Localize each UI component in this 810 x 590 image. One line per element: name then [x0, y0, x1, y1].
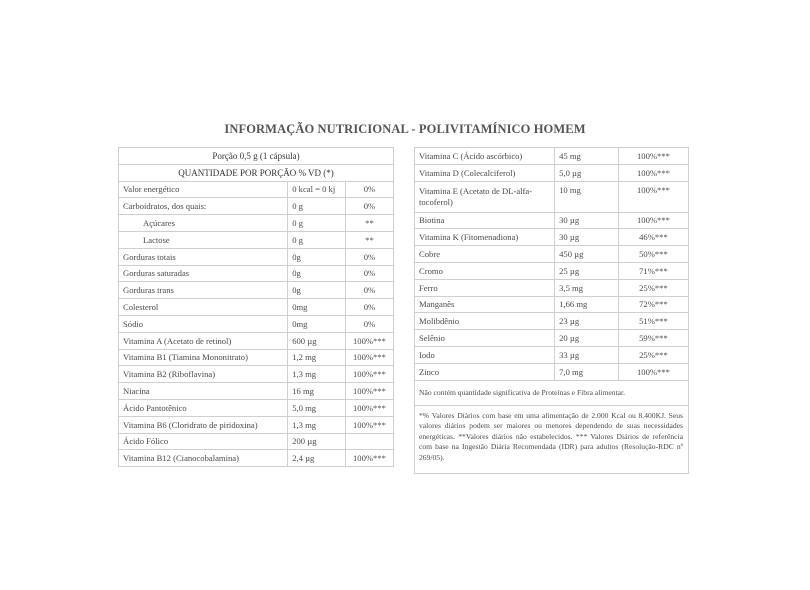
table-row: Vitamina B12 (Cianocobalamina) 2,4 µg 100%*** — [119, 450, 394, 467]
quantity-header: QUANTIDADE POR PORÇÃO % VD (*) — [119, 164, 394, 181]
table-row: Vitamina B6 (Cloridrato de piridoxina) 1,3 mg 100%*** — [119, 416, 394, 433]
table-row: Vitamina B1 (Tiamina Mononitrato) 1,2 mg 100%*** — [119, 349, 394, 366]
table-row: Vitamina C (Ácido ascórbico) 45 mg 100%*** — [415, 148, 689, 165]
daily-values-footnote: *% Valores Diários com base em uma alimentação de 2.000 Kcal ou 8.400KJ. Seus valores diários podem ser maiores ou menores dependendo de suas necessidades energéticas. **Valores diários não estabelecidos. *** Valores Diários de referência com base na Ingestão Diária Recomendada (IDR) para adultos (Resolução-RDC nº 269/05). — [415, 405, 689, 473]
table-row: Ferro 3,5 mg 25%*** — [415, 279, 689, 296]
table-row: Carboidratos, dos quais: 0 g 0% — [119, 198, 394, 215]
table-row: Lactose 0 g ** — [119, 231, 394, 248]
table-row: Selênio 20 µg 59%*** — [415, 330, 689, 347]
table-row: Cromo 25 µg 71%*** — [415, 262, 689, 279]
table-row: Vitamina K (Fitomenadiona) 30 µg 46%*** — [415, 229, 689, 246]
table-row: Zinco 7,0 mg 100%*** — [415, 363, 689, 380]
table-row: Valor energético 0 kcal = 0 kj 0% — [119, 181, 394, 198]
table-row: Sódio 0mg 0% — [119, 315, 394, 332]
table-row: Molibdênio 23 µg 51%*** — [415, 313, 689, 330]
table-row: Colesterol 0mg 0% — [119, 299, 394, 316]
table-row: Ácido Fólico 200 µg — [119, 433, 394, 450]
table-row: Iodo 33 µg 25%*** — [415, 346, 689, 363]
table-row: Manganês 1,66 mg 72%*** — [415, 296, 689, 313]
table-row: Vitamina A (Acetato de retinol) 600 µg 100%*** — [119, 332, 394, 349]
table-row: Vitamina D (Colecalciferol) 5,0 µg 100%*** — [415, 164, 689, 181]
portion-header: Porção 0,5 g (1 cápsula) — [119, 148, 394, 165]
table-row: Gorduras saturadas 0g 0% — [119, 265, 394, 282]
table-row: Vitamina B2 (Riboflavina) 1,3 mg 100%*** — [119, 366, 394, 383]
table-row: Açúcares 0 g ** — [119, 215, 394, 232]
table-row: Gorduras totais 0g 0% — [119, 248, 394, 265]
page-title: INFORMAÇÃO NUTRICIONAL - POLIVITAMÍNICO HOMEM — [224, 122, 586, 136]
table-row: Vitamina E (Acetato de DL-alfa-tocoferol) 10 mg 100%*** — [415, 181, 689, 212]
table-row: Ácido Pantotênico 5,0 mg 100%*** — [119, 399, 394, 416]
table-row: Biotina 30 µg 100%*** — [415, 212, 689, 229]
table-row: Gorduras trans 0g 0% — [119, 282, 394, 299]
table-row: Cobre 450 µg 50%*** — [415, 246, 689, 263]
nutrition-table-left — [118, 147, 394, 467]
table-row: Niacina 16 mg 100%*** — [119, 383, 394, 400]
protein-fiber-note: Não contém quantidade significativa de Proteínas e Fibra alimentar. — [415, 380, 689, 405]
nutrition-table-right — [414, 147, 689, 474]
